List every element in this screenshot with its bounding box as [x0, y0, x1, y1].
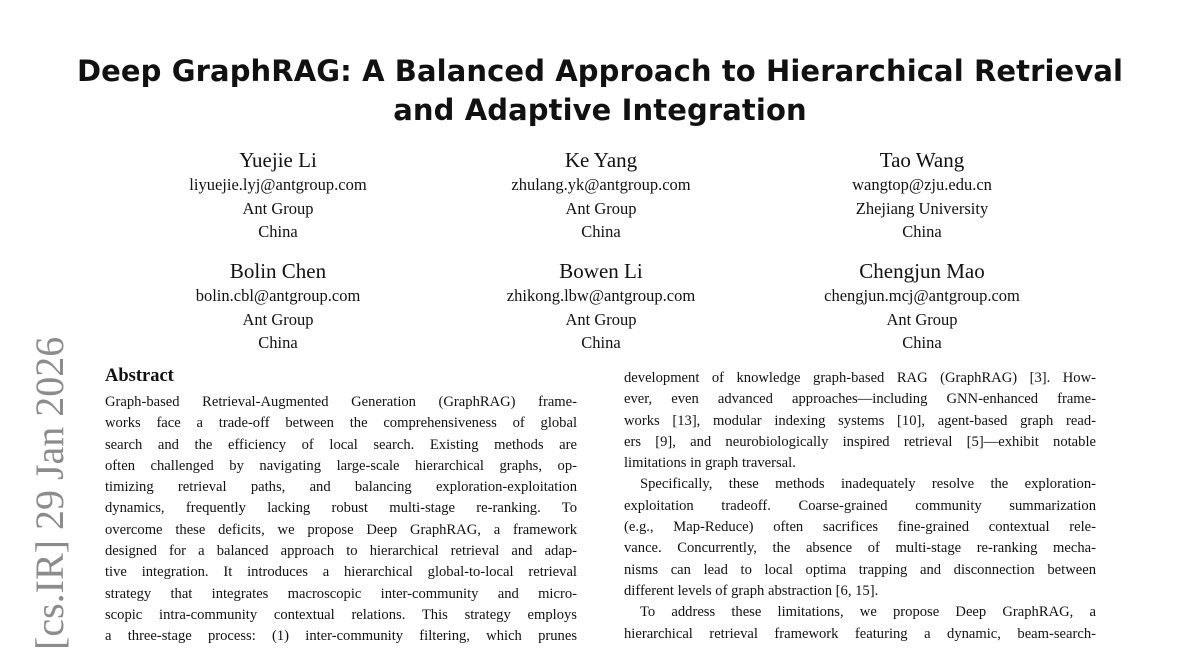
- author-country: China: [902, 222, 942, 241]
- text-line: limitations in graph traversal.: [624, 455, 796, 472]
- intro-paragraph-2: [624, 474, 1096, 602]
- text-line: nisms can lead to local optima trapping and disconnection between: [624, 561, 1096, 578]
- author-affiliation: Ant Group: [565, 309, 637, 329]
- author-block: [772, 148, 1072, 244]
- author-block: [451, 259, 751, 355]
- author-name: Chengjun Mao: [859, 259, 985, 283]
- abstract-heading: Abstract: [105, 366, 174, 386]
- title-line-2: and Adaptive Integration: [393, 93, 807, 127]
- text-line: To address these limitations, we propose Deep GraphRAG, a: [640, 604, 1096, 621]
- abstract-text: [105, 392, 577, 648]
- text-line: ers [9], and neurobiologically inspired retrieval [5]—exhibit notable: [624, 433, 1096, 450]
- author-block: [128, 148, 428, 244]
- text-line: development of knowledge graph-based RAG (GraphRAG) [3]. How-: [624, 370, 1096, 386]
- text-line: overcome these deficits, we propose Deep GraphRAG, a framework: [105, 521, 577, 538]
- intro-paragraph-1: [624, 368, 1096, 474]
- author-block: [128, 259, 428, 355]
- text-line: timizing retrieval paths, and balancing exploration-exploitation: [105, 479, 577, 496]
- author-block: [451, 148, 751, 244]
- text-line: strategy that integrates macroscopic inter-community and micro-: [105, 585, 577, 602]
- author-name: Bolin Chen: [229, 259, 327, 283]
- author-email: chengjun.mcj@antgroup.com: [824, 286, 1020, 305]
- text-line: often challenged by navigating large-scale hierarchical graphs, op-: [105, 457, 577, 474]
- text-line: tive integration. It introduces a hierarchical global-to-local retrieval: [105, 564, 577, 581]
- text-line: dynamics, frequently lacking robust multi-stage re-ranking. To: [105, 500, 577, 517]
- author-country: China: [581, 333, 621, 352]
- author-country: China: [258, 222, 298, 241]
- text-line: scopic intra-community contextual relations. This strategy employs: [105, 606, 577, 623]
- abstract-section: [105, 364, 577, 648]
- text-line: Specifically, these methods inadequately resolve the exploration-: [640, 476, 1096, 493]
- author-email: wangtop@zju.edu.cn: [852, 175, 992, 194]
- text-line: vance. Concurrently, the absence of multi-stage re-ranking mecha-: [624, 540, 1096, 557]
- author-email: zhikong.lbw@antgroup.com: [506, 286, 696, 305]
- author-email: liyuejie.lyj@antgroup.com: [189, 175, 367, 194]
- author-block: [772, 259, 1072, 355]
- author-name: Yuejie Li: [239, 148, 317, 172]
- text-line: (e.g., Map-Reduce) often sacrifices fine-grained contextual rele-: [624, 519, 1096, 536]
- text-line: ever, even advanced approaches—including GNN-enhanced frame-: [624, 391, 1096, 408]
- text-line: designed for a balanced approach to hierarchical retrieval and adap-: [105, 543, 577, 560]
- arxiv-stamp: [cs.IR] 29 Jan 2026: [27, 336, 72, 650]
- text-line: Graph-based Retrieval-Augmented Generation (GraphRAG) frame-: [105, 394, 577, 410]
- author-country: China: [581, 222, 621, 241]
- text-line: hierarchical retrieval framework featuring a dynamic, beam-search-: [624, 625, 1096, 642]
- author-name: Bowen Li: [559, 259, 643, 283]
- author-name: Tao Wang: [879, 148, 965, 172]
- author-affiliation: Ant Group: [886, 309, 958, 329]
- author-name: Ke Yang: [564, 148, 638, 172]
- author-email: bolin.cbl@antgroup.com: [195, 286, 361, 305]
- text-line: search and the efficiency of local search. Existing methods are: [105, 436, 577, 453]
- text-line: different levels of graph abstraction [6, 15].: [624, 582, 879, 599]
- intro-paragraph-3: [624, 602, 1096, 645]
- title-line-1: Deep GraphRAG: A Balanced Approach to Hierarchical Retrieval: [76, 54, 1124, 88]
- text-line: a three-stage process: (1) inter-community filtering, which prunes: [105, 628, 577, 645]
- author-country: China: [258, 333, 298, 352]
- text-line: works [13], modular indexing systems [10], agent-based graph read-: [624, 412, 1096, 429]
- text-line: exploitation tradeoff. Coarse-grained community summarization: [624, 497, 1096, 514]
- intro-section: [624, 368, 1096, 645]
- paper-title: [60, 52, 1140, 130]
- author-affiliation: Ant Group: [242, 198, 314, 218]
- author-country: China: [902, 333, 942, 352]
- author-affiliation: Ant Group: [242, 309, 314, 329]
- text-line: works face a trade-off between the comprehensiveness of global: [105, 415, 577, 432]
- author-email: zhulang.yk@antgroup.com: [511, 175, 691, 194]
- author-affiliation: Zhejiang University: [855, 198, 989, 218]
- author-affiliation: Ant Group: [565, 198, 637, 218]
